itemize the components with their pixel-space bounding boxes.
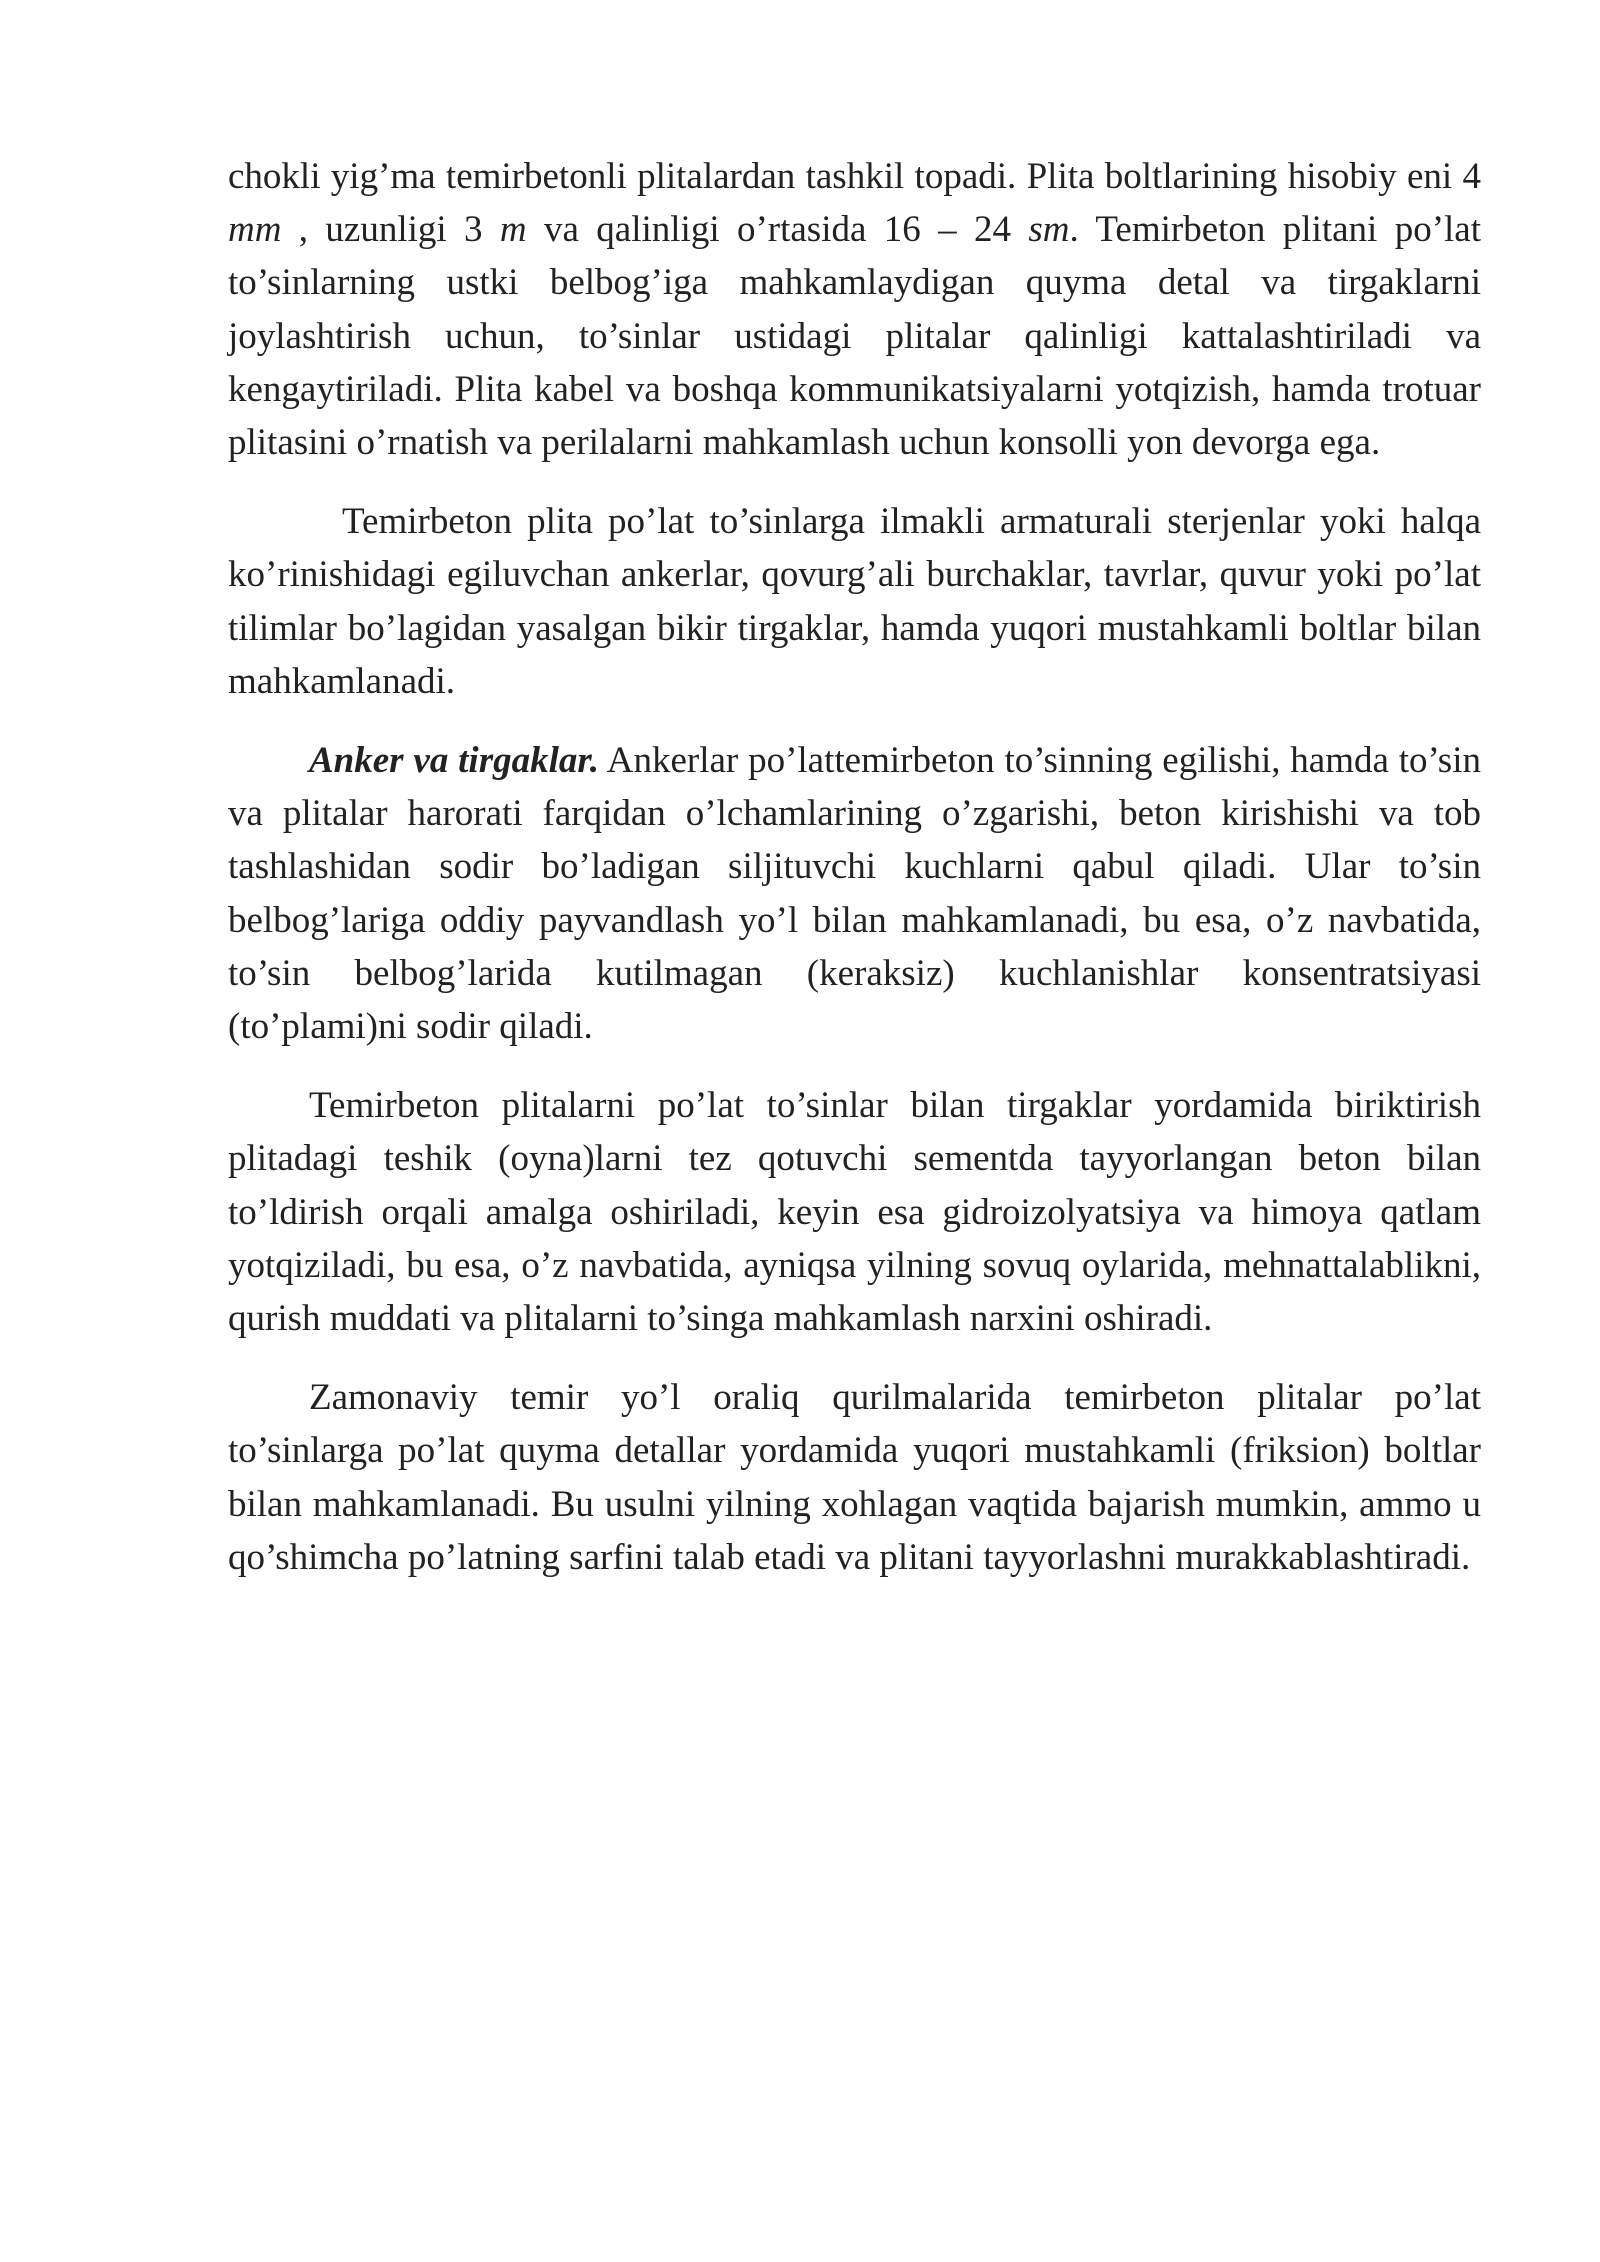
paragraph-text: . Temirbeton plitani po’lat to’sinlarning ustki belbog’iga mahkamlaydigan quyma detal va tirgaklarni joylashtirish uchun, to’sinlar ustidagi plitalar qalinligi kattalashtiriladi va kengaytiriladi. Plita kabel va boshqa kommunikatsiyalarni yotqizish, hamda trotuar plitasini o’rnatish va perilalarni mahkamlash uchun konsolli yon devorga ega. [228,209,1481,464]
unit-mm: mm [228,209,282,251]
paragraph-text: Ankerlar po’lattemirbeton to’sinning egilishi, hamda to’sin va plitalar harorati farqidan o’lchamlarining o’zgarishi, beton kirishishi va tob tashlashidan sodir bo’ladigan siljituvchi kuchlarni qabul qiladi. Ular to’sin belbog’lariga oddiy payvandlash yo’l bilan mahkamlanadi, bu esa, o’z navbatida, to’sin belbog’larida kutilmagan (keraksiz) kuchlanishlar konsentratsiyasi (to’plami)ni sodir qiladi. [228,740,1481,1048]
paragraph-text: Temirbeton plitalarni po’lat to’sinlar bilan tirgaklar yordamida biriktirish plitadagi teshik (oyna)larni tez qotuvchi sementda tayyorlangan beton bilan to’ldirish orqali amalga oshiriladi, keyin esa gidroizolyatsiya va himoya qatlam yotqiziladi, bu esa, o’z navbatida, ayniqsa yilning sovuq oylarida, mehnattalablikni, qurish muddati va plitalarni to’singa mahkamlash narxini oshiradi. [228,1085,1481,1340]
unit-sm: sm [1028,209,1070,251]
unit-m: m [499,209,527,251]
paragraph-slab-fastening [228,495,1481,708]
paragraph-text: , uzunligi 3 [281,209,500,251]
text-body [228,150,1481,1584]
paragraph-slab-description [228,150,1481,469]
paragraph-text: va qalinligi o’rtasida 16 – 24 [526,209,1029,251]
paragraph-text: Zamonaviy temir yo’l oraliq qurilmalarida temirbeton plitalar po’lat to’sinlarga po’lat quyma detallar yordamida yuqori mustahkamli (friksion) boltlar bilan mahkamlanadi. Bu usulni yilning xohlagan vaqtida bajarish mumkin, ammo u qo’shimcha po’latning sarfini talab etadi va plitani tayyorlashni murakkablashtiradi. [228,1377,1481,1578]
paragraph-slab-joining [228,1079,1481,1345]
paragraph-modern-spans [228,1371,1481,1584]
paragraph-text: Temirbeton plita po’lat to’sinlarga ilmakli armaturali sterjenlar yoki halqa ko’rinishidagi egiluvchan ankerlar, qovurg’ali burchaklar, tavrlar, quvur yoki po’lat tilimlar bo’lagidan yasalgan bikir tirgaklar, hamda yuqori mustahkamli boltlar bilan mahkamlanadi. [228,501,1481,702]
section-heading: Anker va tirgaklar. [309,740,599,782]
paragraph-anchors [228,734,1481,1053]
paragraph-text: chokli yig’ma temirbetonli plitalardan tashkil topadi. Plita boltlarining hisobiy eni 4 [228,156,1481,197]
